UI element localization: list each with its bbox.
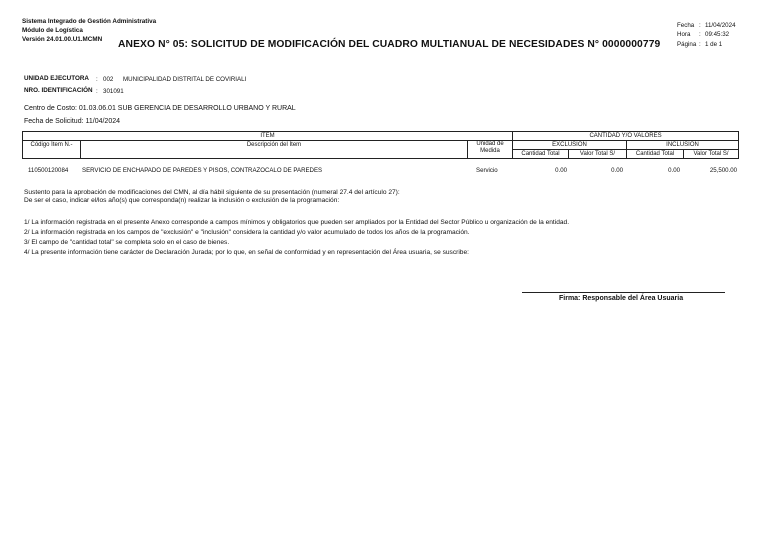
sustento-line-1: Sustento para la aprobación de modificaciones del CMN, al día hábil siguiente de su presentación (numeral 27.4 del artículo 27): (24, 189, 400, 196)
hora-label: Hora (677, 31, 691, 39)
fecha-value: 11/04/2024 (705, 22, 736, 29)
document-title: ANEXO N° 05: SOLICITUD DE MODIFICACIÓN DEL CUADRO MULTIANUAL DE NECESIDADES N° 0000000779 (118, 39, 661, 50)
col-descripcion-header: Descripción del Ítem (81, 141, 468, 159)
note-2: 2/ La información registrada en los campos de "exclusión" e "inclusión" considera la cantidad y/o valor acumulado de todos los años de la programación. (24, 229, 470, 236)
signature-label: Firma: Responsable del Área Usuaria (559, 295, 684, 302)
row-descripcion: SERVICIO DE ENCHAPADO DE PAREDES Y PISOS, CONTRAZOCALO DE PAREDES (82, 167, 323, 174)
note-1: 1/ La información registrada en el presente Anexo corresponde a campos mínimos y obligatorios que pueden ser ampliados por la Entidad del Sector Público u organización de la entidad. (24, 219, 570, 226)
sustento-line-2: De ser el caso, indicar el/los año(s) que corresponda(n) realizar la inclusión o exclusión de la programación: (24, 197, 340, 204)
item-header: ITEM (23, 132, 513, 141)
pagina-row: Página : 1 de 1 (677, 40, 723, 48)
unidad-ejecutora-name: MUNICIPALIDAD DISTRITAL DE COVIRIALI (123, 76, 247, 83)
pagina-value: 1 de 1 (705, 40, 723, 48)
row-incl-cantidad: 0.00 (668, 167, 680, 174)
items-table (22, 131, 739, 159)
unidad-ejecutora-code: 002 (103, 76, 114, 83)
exclusion-header: EXCLUSIÓN (513, 141, 627, 150)
fecha-solicitud: Fecha de Solicitud: 11/04/2024 (24, 118, 120, 125)
table-header-row-1 (23, 132, 739, 141)
row-excl-cantidad: 0.00 (555, 167, 567, 174)
module-name: Módulo de Logística (22, 27, 83, 34)
row-unidad: Servicio (476, 167, 498, 174)
system-name: Sistema Integrado de Gestión Administrativa (22, 18, 157, 25)
excl-valor-header: Valor Total S/ (569, 150, 627, 159)
report-meta (677, 21, 736, 49)
nro-identificacion-value: 301091 (103, 88, 124, 95)
incl-valor-header: Valor Total S/ (684, 150, 739, 159)
cantidad-valores-header: CANTIDAD Y/O VALORES (513, 132, 739, 141)
signature-line (522, 292, 725, 293)
row-codigo: 110500120084 (28, 167, 69, 174)
excl-cantidad-header: Cantidad Total (513, 150, 569, 159)
hora-value: 09:45:32 (705, 31, 730, 39)
note-4: 4/ La presente información tiene carácter de Declaración Jurada; por lo que, en señal de conformidad y en representación del Área usuaria, se suscribe: (24, 249, 469, 256)
col-codigo-header: Código Ítem N.- (23, 141, 81, 159)
version-label: Versión 24.01.00.U1.MCMN (22, 36, 103, 43)
centro-costo: Centro de Costo: 01.03.06.01 SUB GERENCIA DE DESARROLLO URBANO Y RURAL (24, 105, 296, 112)
pagina-label: Página (677, 40, 697, 48)
note-3: 3/ El campo de "cantidad total" se completa solo en el caso de bienes. (24, 239, 230, 246)
inclusion-header: INCLUSIÓN (627, 141, 739, 150)
fecha-row: Fecha : 11/04/2024 (677, 22, 736, 29)
col-unidad-header: Unidad de Medida (468, 141, 513, 159)
fecha-label: Fecha (677, 22, 695, 29)
table-header-row-2 (23, 141, 739, 150)
unidad-ejecutora-label: UNIDAD EJECUTORA (24, 75, 89, 82)
hora-row: Hora : 09:45:32 (677, 31, 730, 39)
row-excl-valor: 0.00 (611, 167, 623, 174)
nro-identificacion-label: NRO. IDENTIFICACIÓN (24, 87, 93, 94)
incl-cantidad-header: Cantidad Total (627, 150, 684, 159)
row-incl-valor: 25,500.00 (709, 167, 737, 174)
